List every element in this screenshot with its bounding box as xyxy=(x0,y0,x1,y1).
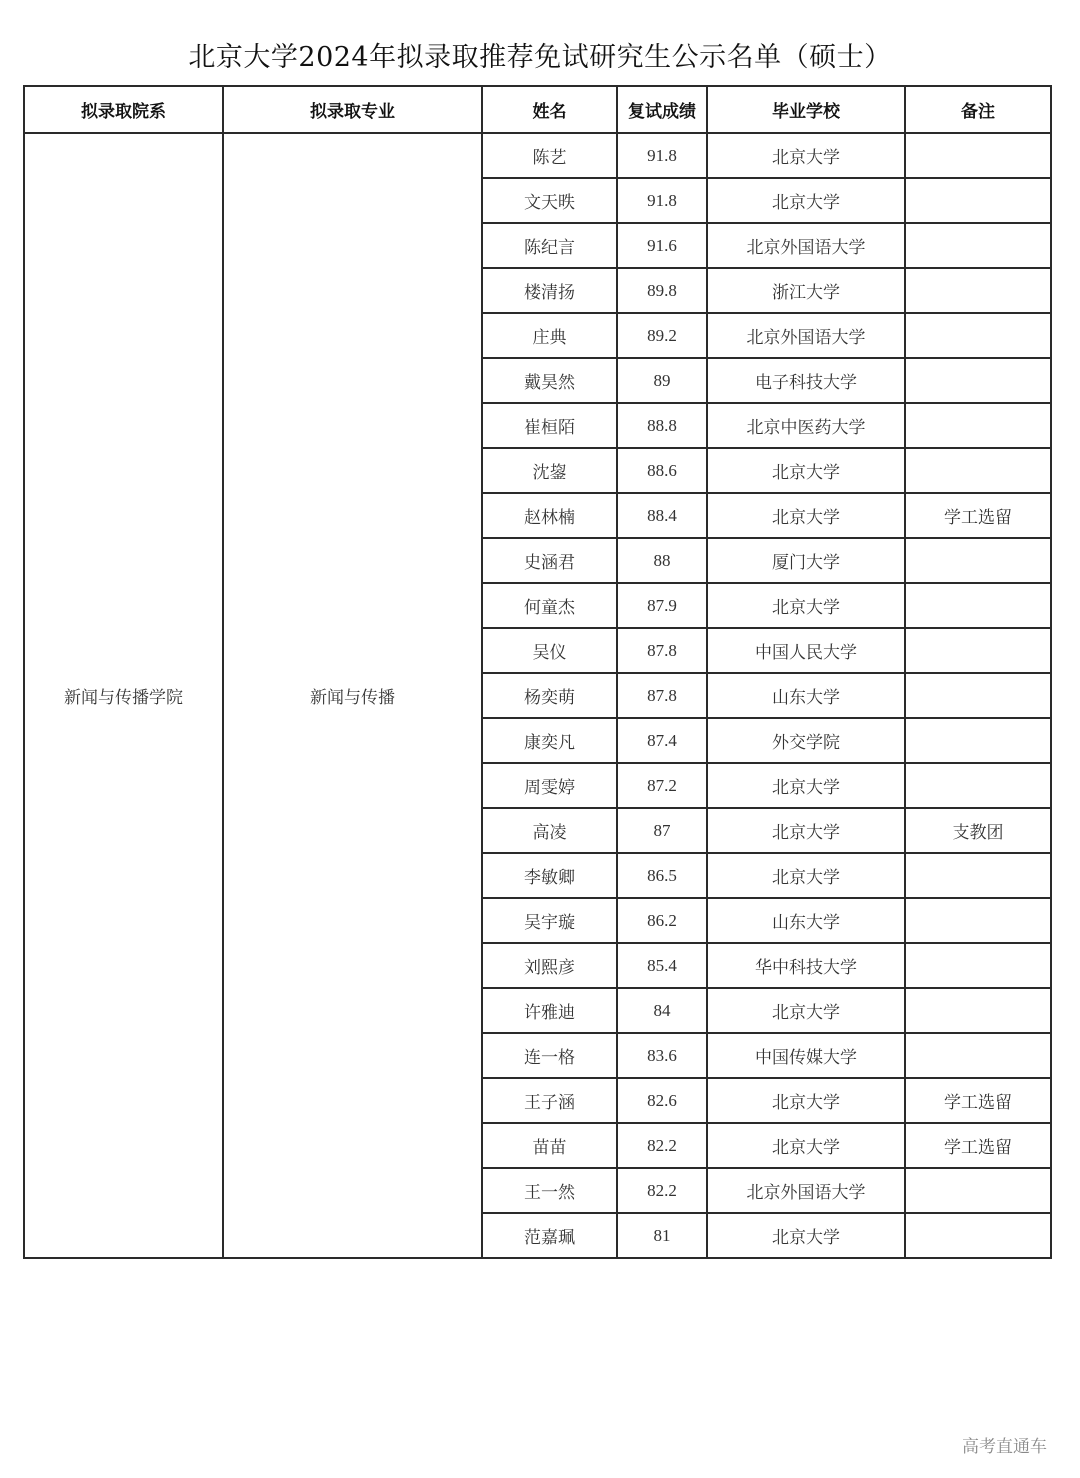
remark-cell xyxy=(905,133,1051,178)
header-name: 姓名 xyxy=(482,86,617,133)
school-cell: 北京大学 xyxy=(707,808,905,853)
score-cell: 84 xyxy=(617,988,707,1033)
name-cell: 沈鋆 xyxy=(482,448,617,493)
score-cell: 82.6 xyxy=(617,1078,707,1123)
name-cell: 赵林楠 xyxy=(482,493,617,538)
header-department: 拟录取院系 xyxy=(24,86,223,133)
name-cell: 何童杰 xyxy=(482,583,617,628)
name-cell: 李敏卿 xyxy=(482,853,617,898)
score-cell: 91.8 xyxy=(617,178,707,223)
remark-cell xyxy=(905,763,1051,808)
school-cell: 北京大学 xyxy=(707,1078,905,1123)
score-cell: 87.2 xyxy=(617,763,707,808)
name-cell: 史涵君 xyxy=(482,538,617,583)
school-cell: 北京大学 xyxy=(707,1213,905,1258)
score-cell: 86.2 xyxy=(617,898,707,943)
major-cell: 新闻与传播 xyxy=(223,133,482,1258)
name-cell: 王一然 xyxy=(482,1168,617,1213)
name-cell: 苗苗 xyxy=(482,1123,617,1168)
watermark: 高考直通车 xyxy=(962,1437,1047,1457)
name-cell: 连一格 xyxy=(482,1033,617,1078)
score-cell: 82.2 xyxy=(617,1168,707,1213)
name-cell: 周雯婷 xyxy=(482,763,617,808)
remark-cell: 支教团 xyxy=(905,808,1051,853)
score-cell: 89.2 xyxy=(617,313,707,358)
remark-cell xyxy=(905,1033,1051,1078)
document-title: 北京大学2024年拟录取推荐免试研究生公示名单（硕士） xyxy=(188,42,892,73)
score-cell: 87 xyxy=(617,808,707,853)
school-cell: 中国人民大学 xyxy=(707,628,905,673)
remark-cell xyxy=(905,1213,1051,1258)
table-row xyxy=(24,133,1051,178)
score-cell: 87.4 xyxy=(617,718,707,763)
name-cell: 庄典 xyxy=(482,313,617,358)
school-cell: 北京外国语大学 xyxy=(707,313,905,358)
table-header-row xyxy=(24,86,1051,133)
remark-cell xyxy=(905,403,1051,448)
score-cell: 81 xyxy=(617,1213,707,1258)
score-cell: 91.8 xyxy=(617,133,707,178)
score-cell: 88.4 xyxy=(617,493,707,538)
score-cell: 85.4 xyxy=(617,943,707,988)
remark-cell xyxy=(905,943,1051,988)
score-cell: 88.6 xyxy=(617,448,707,493)
remark-cell xyxy=(905,898,1051,943)
score-cell: 89 xyxy=(617,358,707,403)
remark-cell xyxy=(905,583,1051,628)
school-cell: 厦门大学 xyxy=(707,538,905,583)
name-cell: 杨奕萌 xyxy=(482,673,617,718)
remark-cell xyxy=(905,178,1051,223)
header-remark: 备注 xyxy=(905,86,1051,133)
school-cell: 北京大学 xyxy=(707,763,905,808)
school-cell: 北京大学 xyxy=(707,133,905,178)
score-cell: 87.9 xyxy=(617,583,707,628)
name-cell: 康奕凡 xyxy=(482,718,617,763)
school-cell: 山东大学 xyxy=(707,673,905,718)
remark-cell xyxy=(905,988,1051,1033)
school-cell: 北京中医药大学 xyxy=(707,403,905,448)
school-cell: 北京大学 xyxy=(707,1123,905,1168)
admission-table xyxy=(23,85,1052,1259)
header-score: 复试成绩 xyxy=(617,86,707,133)
score-cell: 89.8 xyxy=(617,268,707,313)
name-cell: 高凌 xyxy=(482,808,617,853)
remark-cell xyxy=(905,628,1051,673)
name-cell: 范嘉珮 xyxy=(482,1213,617,1258)
remark-cell xyxy=(905,358,1051,403)
remark-cell xyxy=(905,313,1051,358)
score-cell: 88.8 xyxy=(617,403,707,448)
school-cell: 电子科技大学 xyxy=(707,358,905,403)
name-cell: 楼清扬 xyxy=(482,268,617,313)
school-cell: 北京大学 xyxy=(707,583,905,628)
name-cell: 陈纪言 xyxy=(482,223,617,268)
remark-cell xyxy=(905,223,1051,268)
school-cell: 北京大学 xyxy=(707,493,905,538)
remark-cell: 学工选留 xyxy=(905,493,1051,538)
school-cell: 北京大学 xyxy=(707,853,905,898)
school-cell: 北京大学 xyxy=(707,988,905,1033)
name-cell: 戴昊然 xyxy=(482,358,617,403)
school-cell: 浙江大学 xyxy=(707,268,905,313)
name-cell: 许雅迪 xyxy=(482,988,617,1033)
school-cell: 山东大学 xyxy=(707,898,905,943)
remark-cell xyxy=(905,673,1051,718)
name-cell: 崔桓陌 xyxy=(482,403,617,448)
remark-cell xyxy=(905,718,1051,763)
score-cell: 86.5 xyxy=(617,853,707,898)
name-cell: 王子涵 xyxy=(482,1078,617,1123)
name-cell: 陈艺 xyxy=(482,133,617,178)
school-cell: 北京大学 xyxy=(707,178,905,223)
name-cell: 刘熙彦 xyxy=(482,943,617,988)
remark-cell xyxy=(905,853,1051,898)
header-major: 拟录取专业 xyxy=(223,86,482,133)
name-cell: 吴仪 xyxy=(482,628,617,673)
name-cell: 文天昳 xyxy=(482,178,617,223)
school-cell: 北京大学 xyxy=(707,448,905,493)
school-cell: 中国传媒大学 xyxy=(707,1033,905,1078)
remark-cell xyxy=(905,1168,1051,1213)
name-cell: 吴宇璇 xyxy=(482,898,617,943)
school-cell: 华中科技大学 xyxy=(707,943,905,988)
remark-cell xyxy=(905,448,1051,493)
header-school: 毕业学校 xyxy=(707,86,905,133)
remark-cell xyxy=(905,538,1051,583)
remark-cell: 学工选留 xyxy=(905,1078,1051,1123)
score-cell: 82.2 xyxy=(617,1123,707,1168)
remark-cell xyxy=(905,268,1051,313)
department-cell: 新闻与传播学院 xyxy=(24,133,223,1258)
school-cell: 外交学院 xyxy=(707,718,905,763)
score-cell: 91.6 xyxy=(617,223,707,268)
score-cell: 83.6 xyxy=(617,1033,707,1078)
school-cell: 北京外国语大学 xyxy=(707,1168,905,1213)
score-cell: 87.8 xyxy=(617,628,707,673)
score-cell: 87.8 xyxy=(617,673,707,718)
school-cell: 北京外国语大学 xyxy=(707,223,905,268)
remark-cell: 学工选留 xyxy=(905,1123,1051,1168)
score-cell: 88 xyxy=(617,538,707,583)
